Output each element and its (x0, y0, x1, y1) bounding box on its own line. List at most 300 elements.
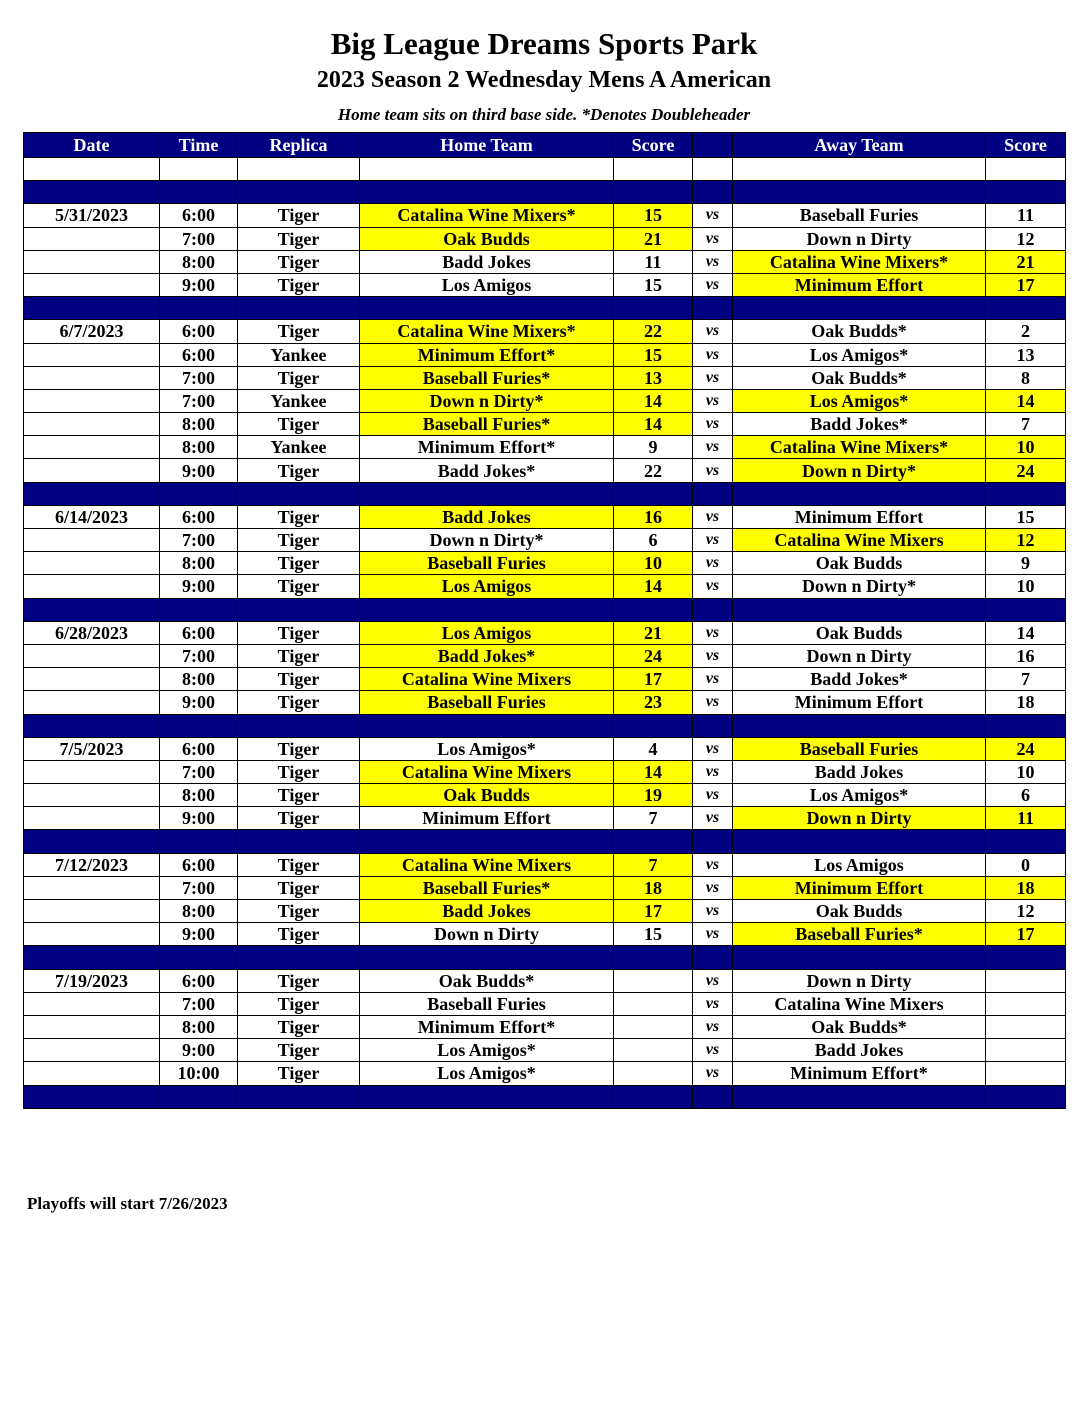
away-team-cell: Minimum Effort* (733, 1062, 986, 1085)
header-home-team: Home Team (360, 133, 614, 158)
empty-cell (238, 946, 360, 969)
home-score-cell: 4 (614, 737, 693, 760)
empty-cell (986, 598, 1066, 621)
home-score-cell: 19 (614, 784, 693, 807)
date-cell (24, 250, 160, 273)
empty-cell (614, 598, 693, 621)
game-row (24, 876, 1066, 899)
replica-cell: Tiger (238, 784, 360, 807)
date-cell (24, 459, 160, 482)
date-cell (24, 923, 160, 946)
vs-cell: vs (693, 621, 733, 644)
time-cell: 8:00 (160, 900, 238, 923)
empty-cell (693, 830, 733, 853)
home-score-cell: 16 (614, 505, 693, 528)
empty-cell (360, 1085, 614, 1108)
away-score-cell: 17 (986, 273, 1066, 296)
empty-cell (238, 158, 360, 181)
time-cell: 9:00 (160, 691, 238, 714)
schedule-table (23, 132, 1066, 1109)
away-team-cell: Minimum Effort (733, 876, 986, 899)
replica-cell: Tiger (238, 552, 360, 575)
vs-cell: vs (693, 737, 733, 760)
replica-cell: Tiger (238, 459, 360, 482)
home-score-cell: 14 (614, 575, 693, 598)
date-cell: 5/31/2023 (24, 204, 160, 227)
home-team-cell: Baseball Furies* (360, 413, 614, 436)
time-cell: 9:00 (160, 923, 238, 946)
home-score-cell: 14 (614, 760, 693, 783)
home-score-cell: 21 (614, 227, 693, 250)
home-team-cell: Minimum Effort* (360, 436, 614, 459)
week-separator (24, 297, 1066, 320)
time-cell: 6:00 (160, 853, 238, 876)
away-team-cell: Oak Budds* (733, 1015, 986, 1038)
away-team-cell: Badd Jokes* (733, 413, 986, 436)
game-row (24, 737, 1066, 760)
vs-cell: vs (693, 552, 733, 575)
game-row (24, 1015, 1066, 1038)
home-team-cell: Baseball Furies (360, 691, 614, 714)
time-cell: 9:00 (160, 273, 238, 296)
vs-cell: vs (693, 343, 733, 366)
home-team-cell: Down n Dirty (360, 923, 614, 946)
vs-cell: vs (693, 389, 733, 412)
empty-cell (360, 598, 614, 621)
game-row (24, 853, 1066, 876)
empty-cell (238, 714, 360, 737)
home-team-cell: Baseball Furies (360, 552, 614, 575)
vs-cell: vs (693, 969, 733, 992)
away-score-cell: 10 (986, 436, 1066, 459)
date-cell: 7/5/2023 (24, 737, 160, 760)
date-cell (24, 760, 160, 783)
home-team-cell: Oak Budds* (360, 969, 614, 992)
replica-cell: Tiger (238, 644, 360, 667)
game-row (24, 366, 1066, 389)
game-row (24, 273, 1066, 296)
vs-cell: vs (693, 273, 733, 296)
vs-cell: vs (693, 992, 733, 1015)
empty-cell (693, 1085, 733, 1108)
empty-cell (24, 598, 160, 621)
empty-cell (733, 158, 986, 181)
empty-cell (238, 181, 360, 204)
replica-cell: Tiger (238, 1039, 360, 1062)
home-team-cell: Los Amigos* (360, 1039, 614, 1062)
empty-cell (238, 1085, 360, 1108)
home-team-cell: Oak Budds (360, 227, 614, 250)
away-team-cell: Oak Budds* (733, 366, 986, 389)
home-team-cell: Badd Jokes (360, 505, 614, 528)
replica-cell: Tiger (238, 1015, 360, 1038)
time-cell: 9:00 (160, 807, 238, 830)
home-score-cell: 23 (614, 691, 693, 714)
away-score-cell: 14 (986, 389, 1066, 412)
vs-cell: vs (693, 204, 733, 227)
away-team-cell: Down n Dirty* (733, 459, 986, 482)
empty-cell (24, 830, 160, 853)
home-team-cell: Baseball Furies* (360, 876, 614, 899)
home-score-cell: 10 (614, 552, 693, 575)
time-cell: 6:00 (160, 621, 238, 644)
empty-cell (360, 946, 614, 969)
home-team-cell: Baseball Furies (360, 992, 614, 1015)
empty-cell (986, 181, 1066, 204)
game-row (24, 459, 1066, 482)
away-team-cell: Minimum Effort (733, 273, 986, 296)
away-score-cell: 11 (986, 204, 1066, 227)
week-separator (24, 181, 1066, 204)
game-row (24, 969, 1066, 992)
empty-cell (986, 946, 1066, 969)
date-cell (24, 784, 160, 807)
game-row (24, 923, 1066, 946)
empty-cell (614, 158, 693, 181)
date-cell (24, 227, 160, 250)
vs-cell: vs (693, 250, 733, 273)
replica-cell: Tiger (238, 366, 360, 389)
time-cell: 7:00 (160, 227, 238, 250)
date-cell (24, 691, 160, 714)
empty-cell (24, 158, 160, 181)
away-team-cell: Minimum Effort (733, 691, 986, 714)
home-team-cell: Badd Jokes* (360, 459, 614, 482)
home-score-cell: 15 (614, 923, 693, 946)
home-team-cell: Los Amigos (360, 273, 614, 296)
away-score-cell: 16 (986, 644, 1066, 667)
home-score-cell (614, 1062, 693, 1085)
empty-cell (614, 181, 693, 204)
empty-cell (24, 946, 160, 969)
away-team-cell: Los Amigos (733, 853, 986, 876)
away-team-cell: Down n Dirty (733, 644, 986, 667)
home-score-cell: 15 (614, 204, 693, 227)
empty-cell (693, 598, 733, 621)
time-cell: 6:00 (160, 204, 238, 227)
header-home-score: Score (614, 133, 693, 158)
empty-cell (693, 482, 733, 505)
vs-cell: vs (693, 575, 733, 598)
empty-cell (24, 1085, 160, 1108)
away-team-cell: Catalina Wine Mixers* (733, 436, 986, 459)
home-score-cell: 17 (614, 900, 693, 923)
home-score-cell: 7 (614, 853, 693, 876)
home-score-cell (614, 992, 693, 1015)
vs-cell: vs (693, 876, 733, 899)
away-score-cell: 18 (986, 876, 1066, 899)
replica-cell: Tiger (238, 227, 360, 250)
home-score-cell: 13 (614, 366, 693, 389)
empty-cell (238, 482, 360, 505)
away-score-cell: 24 (986, 459, 1066, 482)
week-separator (24, 482, 1066, 505)
away-team-cell: Down n Dirty (733, 807, 986, 830)
away-team-cell: Catalina Wine Mixers (733, 992, 986, 1015)
date-cell (24, 644, 160, 667)
vs-cell: vs (693, 459, 733, 482)
replica-cell: Tiger (238, 204, 360, 227)
home-team-cell: Los Amigos* (360, 737, 614, 760)
away-score-cell (986, 1015, 1066, 1038)
away-team-cell: Down n Dirty* (733, 575, 986, 598)
home-team-cell: Minimum Effort* (360, 1015, 614, 1038)
away-score-cell: 24 (986, 737, 1066, 760)
replica-cell: Tiger (238, 575, 360, 598)
date-cell: 6/7/2023 (24, 320, 160, 343)
time-cell: 6:00 (160, 969, 238, 992)
replica-cell: Tiger (238, 737, 360, 760)
home-team-cell: Los Amigos (360, 621, 614, 644)
vs-cell: vs (693, 320, 733, 343)
empty-cell (238, 297, 360, 320)
away-team-cell: Catalina Wine Mixers (733, 529, 986, 552)
away-score-cell: 10 (986, 760, 1066, 783)
empty-cell (360, 482, 614, 505)
away-score-cell: 2 (986, 320, 1066, 343)
empty-cell (24, 482, 160, 505)
home-score-cell: 9 (614, 436, 693, 459)
home-team-cell: Catalina Wine Mixers (360, 853, 614, 876)
away-score-cell: 7 (986, 413, 1066, 436)
vs-cell: vs (693, 366, 733, 389)
date-cell (24, 807, 160, 830)
week-separator (24, 830, 1066, 853)
empty-cell (160, 1085, 238, 1108)
away-team-cell: Los Amigos* (733, 343, 986, 366)
empty-cell (238, 830, 360, 853)
time-cell: 8:00 (160, 413, 238, 436)
replica-cell: Yankee (238, 343, 360, 366)
away-team-cell: Oak Budds (733, 552, 986, 575)
away-team-cell: Los Amigos* (733, 389, 986, 412)
replica-cell: Yankee (238, 389, 360, 412)
empty-cell (160, 946, 238, 969)
home-team-cell: Badd Jokes* (360, 644, 614, 667)
home-score-cell (614, 1039, 693, 1062)
vs-cell: vs (693, 1039, 733, 1062)
away-score-cell: 8 (986, 366, 1066, 389)
replica-cell: Tiger (238, 320, 360, 343)
game-row (24, 204, 1066, 227)
date-cell (24, 413, 160, 436)
time-cell: 9:00 (160, 1039, 238, 1062)
home-team-cell: Minimum Effort* (360, 343, 614, 366)
date-cell: 7/12/2023 (24, 853, 160, 876)
away-score-cell: 13 (986, 343, 1066, 366)
empty-cell (733, 1085, 986, 1108)
time-cell: 6:00 (160, 320, 238, 343)
vs-cell: vs (693, 644, 733, 667)
week-separator (24, 946, 1066, 969)
home-score-cell: 15 (614, 343, 693, 366)
home-team-cell: Oak Budds (360, 784, 614, 807)
header-date: Date (24, 133, 160, 158)
away-score-cell: 0 (986, 853, 1066, 876)
empty-cell (733, 598, 986, 621)
replica-cell: Yankee (238, 436, 360, 459)
home-score-cell: 11 (614, 250, 693, 273)
date-cell: 7/19/2023 (24, 969, 160, 992)
date-cell (24, 273, 160, 296)
header-vs (693, 133, 733, 158)
away-score-cell: 12 (986, 227, 1066, 250)
away-team-cell: Baseball Furies* (733, 923, 986, 946)
away-score-cell: 7 (986, 668, 1066, 691)
away-score-cell: 12 (986, 900, 1066, 923)
home-team-cell: Catalina Wine Mixers* (360, 204, 614, 227)
time-cell: 8:00 (160, 784, 238, 807)
date-cell (24, 436, 160, 459)
game-row (24, 760, 1066, 783)
game-row (24, 621, 1066, 644)
date-cell (24, 876, 160, 899)
replica-cell: Tiger (238, 691, 360, 714)
empty-cell (614, 830, 693, 853)
replica-cell: Tiger (238, 529, 360, 552)
time-cell: 7:00 (160, 389, 238, 412)
playoffs-note: Playoffs will start 7/26/2023 (27, 1194, 228, 1213)
empty-cell (986, 830, 1066, 853)
away-team-cell: Los Amigos* (733, 784, 986, 807)
home-score-cell: 7 (614, 807, 693, 830)
header-away-team: Away Team (733, 133, 986, 158)
replica-cell: Tiger (238, 876, 360, 899)
home-team-cell: Catalina Wine Mixers* (360, 320, 614, 343)
replica-cell: Tiger (238, 505, 360, 528)
replica-cell: Tiger (238, 621, 360, 644)
date-cell (24, 343, 160, 366)
header-replica: Replica (238, 133, 360, 158)
away-score-cell: 9 (986, 552, 1066, 575)
game-row (24, 343, 1066, 366)
replica-cell: Tiger (238, 992, 360, 1015)
empty-cell (360, 830, 614, 853)
empty-cell (986, 1085, 1066, 1108)
empty-cell (693, 181, 733, 204)
page-subtitle: 2023 Season 2 Wednesday Mens A American (316, 67, 772, 93)
empty-cell (733, 482, 986, 505)
empty-cell (986, 297, 1066, 320)
time-cell: 10:00 (160, 1062, 238, 1085)
empty-cell (24, 181, 160, 204)
away-score-cell: 12 (986, 529, 1066, 552)
home-team-cell: Minimum Effort (360, 807, 614, 830)
empty-cell (693, 158, 733, 181)
away-team-cell: Oak Budds* (733, 320, 986, 343)
date-cell (24, 900, 160, 923)
empty-cell (360, 297, 614, 320)
date-cell (24, 992, 160, 1015)
page-title: Big League Dreams Sports Park (330, 26, 758, 61)
empty-cell (733, 714, 986, 737)
away-team-cell: Oak Budds (733, 900, 986, 923)
game-row (24, 691, 1066, 714)
date-cell (24, 529, 160, 552)
week-separator (24, 1085, 1066, 1108)
vs-cell: vs (693, 227, 733, 250)
home-score-cell: 15 (614, 273, 693, 296)
header-row (24, 133, 1066, 158)
time-cell: 7:00 (160, 760, 238, 783)
game-row (24, 389, 1066, 412)
schedule-body (24, 158, 1066, 1109)
home-team-cell: Baseball Furies* (360, 366, 614, 389)
date-cell (24, 668, 160, 691)
away-score-cell: 18 (986, 691, 1066, 714)
vs-cell: vs (693, 529, 733, 552)
replica-cell: Tiger (238, 900, 360, 923)
vs-cell: vs (693, 505, 733, 528)
doubleheader-note: Home team sits on third base side. *Denotes Doubleheader (337, 105, 751, 124)
home-score-cell: 21 (614, 621, 693, 644)
time-cell: 9:00 (160, 575, 238, 598)
empty-cell (986, 158, 1066, 181)
away-team-cell: Oak Budds (733, 621, 986, 644)
empty-cell (160, 830, 238, 853)
away-team-cell: Baseball Furies (733, 204, 986, 227)
away-score-cell: 17 (986, 923, 1066, 946)
date-cell (24, 575, 160, 598)
away-score-cell: 6 (986, 784, 1066, 807)
empty-cell (733, 830, 986, 853)
date-cell: 6/14/2023 (24, 505, 160, 528)
home-score-cell: 17 (614, 668, 693, 691)
home-score-cell (614, 1015, 693, 1038)
away-team-cell: Badd Jokes (733, 760, 986, 783)
replica-cell: Tiger (238, 853, 360, 876)
home-team-cell: Down n Dirty* (360, 389, 614, 412)
game-row (24, 992, 1066, 1015)
time-cell: 8:00 (160, 552, 238, 575)
date-cell (24, 366, 160, 389)
replica-cell: Tiger (238, 923, 360, 946)
replica-cell: Tiger (238, 969, 360, 992)
time-cell: 7:00 (160, 644, 238, 667)
game-row (24, 505, 1066, 528)
home-team-cell: Catalina Wine Mixers (360, 760, 614, 783)
empty-cell (360, 158, 614, 181)
away-score-cell (986, 969, 1066, 992)
away-score-cell (986, 1039, 1066, 1062)
home-score-cell: 14 (614, 389, 693, 412)
replica-cell: Tiger (238, 413, 360, 436)
game-row (24, 1062, 1066, 1085)
empty-cell (614, 1085, 693, 1108)
away-team-cell: Down n Dirty (733, 969, 986, 992)
blank-row (24, 158, 1066, 181)
vs-cell: vs (693, 760, 733, 783)
home-team-cell: Los Amigos* (360, 1062, 614, 1085)
empty-cell (693, 946, 733, 969)
away-team-cell: Catalina Wine Mixers* (733, 250, 986, 273)
replica-cell: Tiger (238, 250, 360, 273)
replica-cell: Tiger (238, 273, 360, 296)
time-cell: 7:00 (160, 876, 238, 899)
replica-cell: Tiger (238, 668, 360, 691)
away-team-cell: Badd Jokes* (733, 668, 986, 691)
away-score-cell: 21 (986, 250, 1066, 273)
home-team-cell: Los Amigos (360, 575, 614, 598)
home-score-cell: 22 (614, 320, 693, 343)
home-team-cell: Down n Dirty* (360, 529, 614, 552)
home-score-cell: 14 (614, 413, 693, 436)
home-score-cell: 24 (614, 644, 693, 667)
away-score-cell: 11 (986, 807, 1066, 830)
empty-cell (160, 181, 238, 204)
away-score-cell (986, 1062, 1066, 1085)
game-row (24, 529, 1066, 552)
